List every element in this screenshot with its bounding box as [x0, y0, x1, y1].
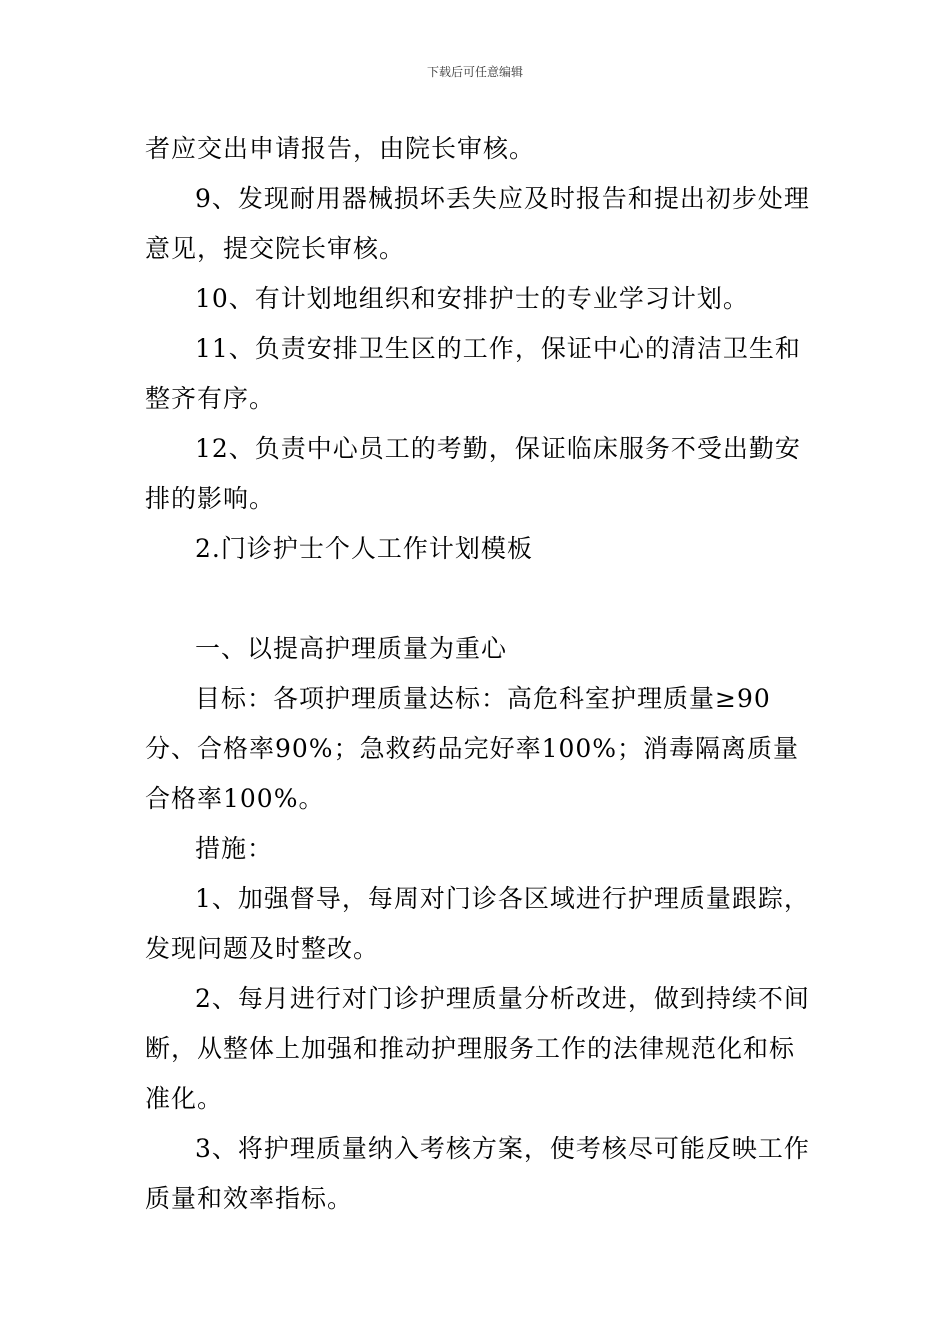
- paragraph-measure-3: 3、将护理质量纳入考核方案，使考核尽可能反映工作质量和效率指标。: [145, 1134, 810, 1213]
- paragraph-3: 10、有计划地组织和安排护士的专业学习计划。: [195, 284, 749, 313]
- subsection-heading: 一、以提高护理质量为重心: [195, 634, 508, 663]
- paragraph-goal: 目标：各项护理质量达标：高危科室护理质量≥90分、合格率90%；急救药品完好率100%；消毒隔离质量合格率100%。: [145, 684, 800, 813]
- section-heading: 2.门诊护士个人工作计划模板: [195, 534, 533, 563]
- paragraph-measure-2: 2、每月进行对门诊护理质量分析改进，做到持续不间断，从整体上加强和推动护理服务工作的法律规范化和标准化。: [145, 984, 810, 1113]
- document-body: [145, 124, 810, 1224]
- paragraph-4: 11、负责安排卫生区的工作，保证中心的清洁卫生和整齐有序。: [145, 334, 801, 413]
- paragraph-measures-label: 措施：: [195, 834, 274, 863]
- paragraph-2: 9、发现耐用器械损坏丢失应及时报告和提出初步处理意见，提交院长审核。: [145, 184, 810, 263]
- paragraph-5: 12、负责中心员工的考勤，保证临床服务不受出勤安排的影响。: [145, 434, 801, 513]
- blank-line: [145, 574, 810, 624]
- page-header: 下载后可任意编辑: [426, 65, 523, 79]
- paragraph-measure-1: 1、加强督导，每周对门诊各区域进行护理质量跟踪，发现问题及时整改。: [145, 884, 810, 963]
- paragraph-1: 者应交出申请报告，由院长审核。: [145, 134, 536, 163]
